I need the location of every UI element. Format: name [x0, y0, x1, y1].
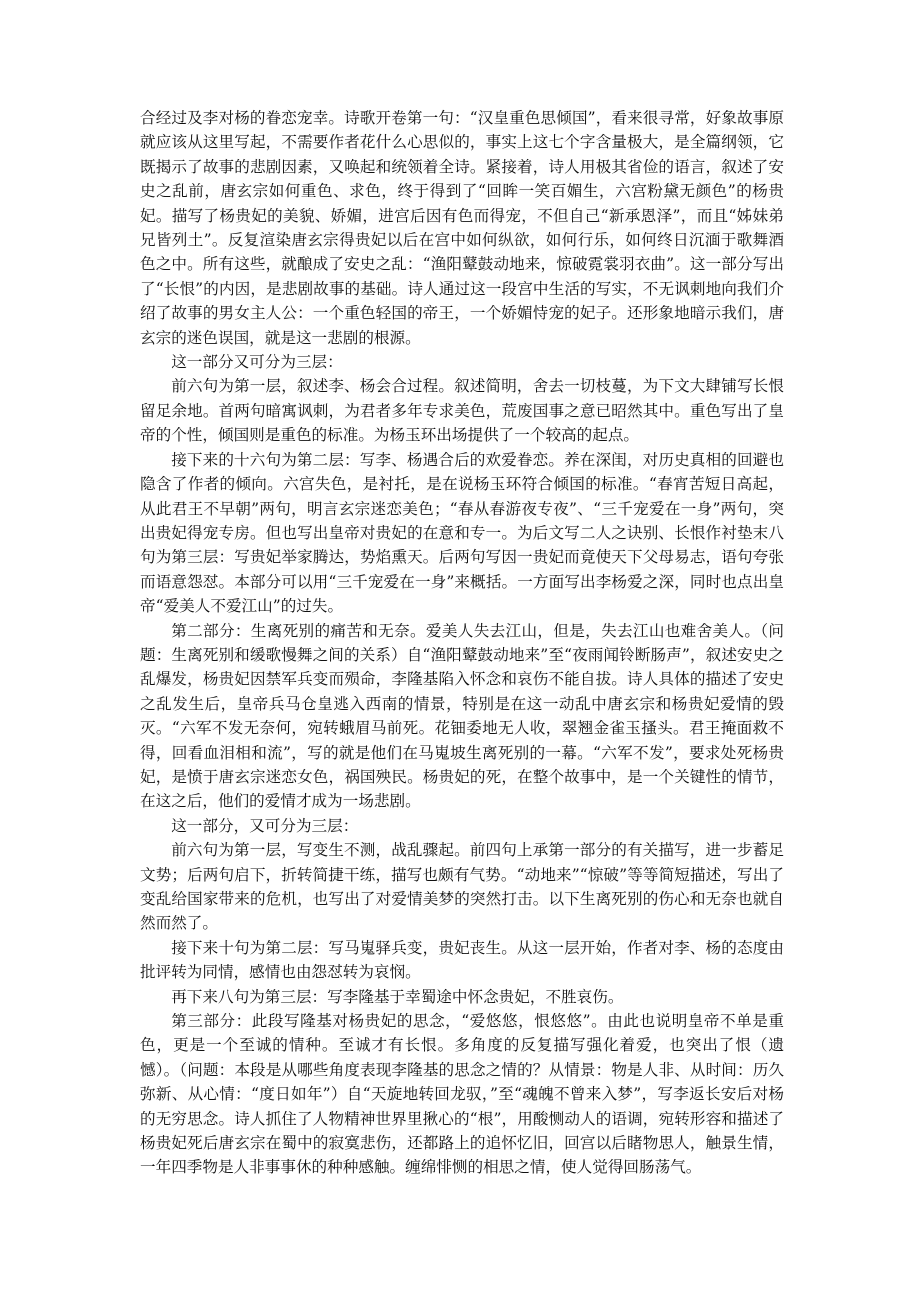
paragraph-part2-layers: 这一部分，又可分为三层： [171, 816, 359, 835]
paragraph-part2-layer3: 再下来八句为第三层：写李隆基于幸蜀途中怀念贵妃，不胜哀伤。 [171, 987, 624, 1006]
paragraph-part3: 第三部分：此段写隆基对杨贵妃的思念，“爱悠悠，恨悠悠”。由此也说明皇帝不单是重色，更是一个至诚的情种。至诚才有长恨。多角度的反复描写强化着爱，也突出了恨（遗憾）。（问题：本段是从哪些角度表现李隆基的思念之情的？从情景：物是人非、从时间：历久弥新、从心情：“度日如年”）自“天旋地转回龙驭，”至“魂魄不曾来入梦”，写李返长安后对杨的无穷思念。诗人抓住了人物精神世界里揪心的“根”，用酸恻动人的语调，宛转形容和描述了杨贵妃死后唐玄宗在蜀中的寂寞悲伤，还都路上的追怀忆旧，回宫以后睹物思人，触景生情，一年四季物是人非事事休的种种感触。缠绵悱恻的相思之情，使人觉得回肠荡气。 [140, 1012, 784, 1177]
document-body [140, 106, 784, 1180]
paragraph-part2: 第二部分：生离死别的痛苦和无奈。爱美人失去江山，但是，失去江山也难舍美人。（问题：生离死别和缓歌慢舞之间的关系）自“渔阳鼙鼓动地来”至“夜雨闻铃断肠声”，叙述安史之乱爆发，杨贵妃因禁军兵变而殒命，李隆基陷入怀念和哀伤不能自拔。诗人具体的描述了安史之乱发生后，皇帝兵马仓皇逃入西南的情景，特别是在这一动乱中唐玄宗和杨贵妃爱情的毁灭。“六军不发无奈何，宛转蛾眉马前死。花钿委地无人收，翠翘金雀玉搔头。君王掩面救不得，回看血泪相和流”，写的就是他们在马嵬坡生离死别的一幕。“六军不发”，要求处死杨贵妃，是愤于唐玄宗迷恋女色，祸国殃民。杨贵妃的死，在整个故事中，是一个关键性的情节，在这之后，他们的爱情才成为一场悲剧。 [140, 621, 784, 811]
paragraph-part2-layer2: 接下来十句为第二层：写马嵬驿兵变，贵妃丧生。从这一层开始，作者对李、杨的态度由批评转为同情，感情也由怨怼转为哀悯。 [140, 938, 784, 982]
paragraph-continued-intro: 合经过及李对杨的眷恋宠幸。诗歌开卷第一句：“汉皇重色思倾国”，看来很寻常，好象故事原就应该从这里写起，不需要作者花什么心思似的，事实上这七个字含量极大，是全篇纲领，它既揭示了故事的悲剧因素，又唤起和统领着全诗。紧接着，诗人用极其省俭的语言，叙述了安史之乱前，唐玄宗如何重色、求色，终于得到了“回眸一笑百媚生，六宫粉黛无颜色”的杨贵妃。描写了杨贵妃的美貌、娇媚，进宫后因有色而得宠，不但自己“新承恩泽”，而且“姊妹弟兄皆列土”。反复渲染唐玄宗得贵妃以后在宫中如何纵欲，如何行乐，如何终日沉湎于歌舞酒色之中。所有这些，就酿成了安史之乱：“渔阳鼙鼓动地来，惊破霓裳羽衣曲”。这一部分写出了“长恨”的内因，是悲剧故事的基础。诗人通过这一段宫中生活的写实，不无讽刺地向我们介绍了故事的男女主人公：一个重色轻国的帝王，一个娇媚恃宠的妃子。还形象地暗示我们，唐玄宗的迷色误国，就是这一悲剧的根源。 [140, 109, 784, 347]
paragraph-part2-layer1: 前六句为第一层，写变生不测，战乱骤起。前四句上承第一部分的有关描写，进一步蓄足文势；后两句启下，折转简捷干练，描写也颇有气势。“动地来”“惊破”等等简短描述，写出了变乱给国家带来的危机，也写出了对爱情美梦的突然打击。以下生离死别的伤心和无奈也就自然而然了。 [140, 841, 784, 933]
paragraph-part1-layer1: 前六句为第一层，叙述李、杨会合过程。叙述简明，舍去一切枝蔓，为下文大肆铺写长恨留足余地。首两句暗寓讽刺，为君者多年专求美色，荒废国事之意已昭然其中。重色写出了皇帝的个性，倾国则是重色的标准。为杨玉环出场提供了一个较高的起点。 [140, 377, 784, 445]
paragraph-part1-layer2: 接下来的十六句为第二层：写李、杨遇合后的欢爱眷恋。养在深闺，对历史真相的回避也隐含了作者的倾向。六宫失色，是衬托，是在说杨玉环符合倾国的标准。“春宵苦短日高起，从此君王不早朝”两句，明言玄宗迷恋美色；“春从春游夜专夜”、“三千宠爱在一身”两句，突出贵妃得宠专房。但也写出皇帝对贵妃的在意和专一。为后文写二人之诀别、长恨作衬垫末八句为第三层：写贵妃举家腾达，势焰熏天。后两句写因一贵妃而竟使天下父母易志，语句夸张而语意怨怼。本部分可以用“三千宠爱在一身”来概括。一方面写出李杨爱之深，同时也点出皇帝“爱美人不爱江山”的过失。 [140, 450, 784, 616]
paragraph-part1-layers: 这一部分又可分为三层： [171, 353, 343, 372]
